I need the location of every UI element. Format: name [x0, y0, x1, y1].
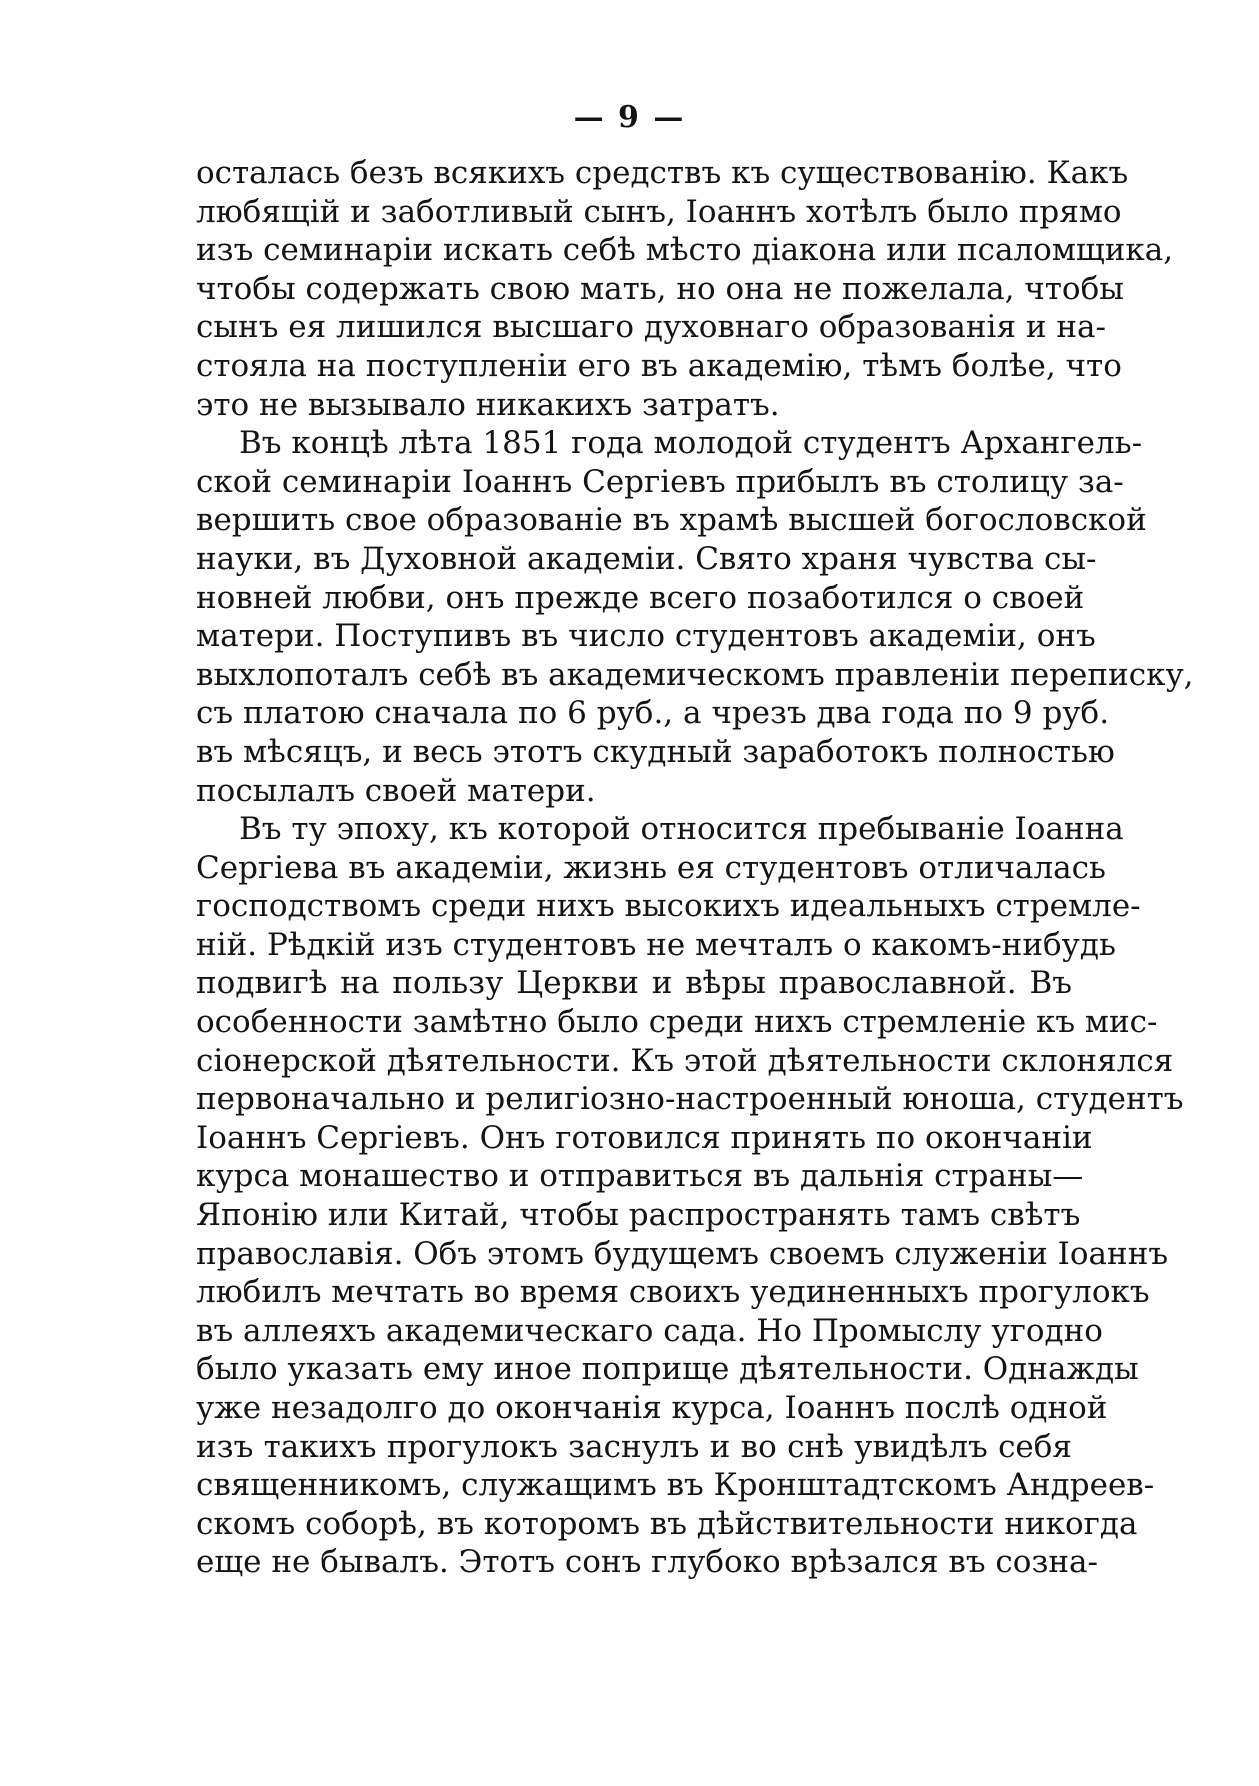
- text-line: Іоаннъ Сергіевъ. Онъ готовился принять по окончаніи: [196, 1119, 1093, 1156]
- text-line: въ аллеяхъ академическаго сада. Но Промыслу угодно: [196, 1312, 1103, 1349]
- text-line: господствомъ среди нихъ высокихъ идеальныхъ стремле-: [196, 888, 1141, 925]
- text-line: православія. Объ этомъ будущемъ своемъ служеніи Іоаннъ: [196, 1235, 1169, 1272]
- paragraph-3: [196, 810, 1184, 1582]
- text-line: Въ ту эпоху, къ которой относится пребываніе Іоанна: [239, 811, 1124, 848]
- text-line: стояла на поступленіи его въ академію, тѣмъ болѣе, что: [196, 347, 1122, 384]
- text-line: Въ концѣ лѣта 1851 года молодой студентъ Архангель-: [239, 425, 1143, 462]
- text-line: священникомъ, служащимъ въ Кронштадтскомъ Андреев-: [196, 1467, 1155, 1504]
- body-text: [196, 154, 1194, 1582]
- text-line: выхлопоталъ себѣ въ академическомъ правленіи переписку,: [196, 656, 1194, 693]
- text-line: чтобы содержать свою мать, но она не пожелала, чтобы: [196, 270, 1124, 307]
- text-line: особенности замѣтно было среди нихъ стремленіе къ мис-: [196, 1004, 1158, 1041]
- text-line: ской семинаріи Іоаннъ Сергіевъ прибылъ въ столицу за-: [196, 463, 1124, 500]
- text-line: еще не бывалъ. Этотъ сонъ глубоко врѣзался въ созна-: [196, 1544, 1098, 1581]
- text-line: Японію или Китай, чтобы распространять тамъ свѣтъ: [196, 1197, 1081, 1234]
- text-line: изъ такихъ прогулокъ заснулъ и во снѣ увидѣлъ себя: [196, 1428, 1072, 1465]
- text-line: любилъ мечтать во время своихъ уединенныхъ прогулокъ: [196, 1274, 1150, 1311]
- text-line: ній. Рѣдкій изъ студентовъ не мечталъ о какомъ-нибудь: [196, 926, 1116, 963]
- text-line: матери. Поступивъ въ число студентовъ академіи, онъ: [196, 618, 1096, 655]
- text-line: осталась безъ всякихъ средствъ къ существованію. Какъ: [196, 155, 1129, 191]
- text-line: первоначально и религіозно-настроенный юноша, студентъ: [196, 1081, 1184, 1118]
- text-line: сынъ ея лишился высшаго духовнаго образованія и на-: [196, 309, 1106, 346]
- paragraph-2: [196, 424, 1194, 810]
- text-line: любящій и заботливый сынъ, Іоаннъ хотѣлъ было прямо: [196, 193, 1122, 230]
- text-line: Сергіева въ академіи, жизнь ея студентовъ отличалась: [196, 849, 1106, 886]
- text-line: науки, въ Духовной академіи. Свято храня чувства сы-: [196, 540, 1097, 577]
- text-line: въ мѣсяцъ, и весь этотъ скудный заработокъ полностью: [196, 733, 1115, 770]
- text-line: изъ семинаріи искать себѣ мѣсто діакона или псаломщика,: [196, 232, 1174, 269]
- text-line: съ платою сначала по 6 руб., а чрезъ два года по 9 руб.: [196, 695, 1110, 732]
- text-line: сіонерской дѣятельности. Къ этой дѣятельности склонялся: [196, 1042, 1174, 1079]
- text-line: было указать ему иное поприще дѣятельности. Однажды: [196, 1351, 1139, 1388]
- text-line: посылалъ своей матери.: [196, 772, 596, 809]
- text-line: уже незадолго до окончанія курса, Іоаннъ послѣ одной: [196, 1390, 1108, 1426]
- text-line: курса монашество и отправиться въ дальнія страны—: [196, 1158, 1084, 1195]
- text-line: скомъ соборѣ, въ которомъ въ дѣйствительности никогда: [196, 1505, 1138, 1542]
- text-line: подвигѣ на пользу Церкви и вѣры православной. Въ: [196, 965, 1072, 1002]
- paragraph-1: [196, 154, 1174, 424]
- text-line: это не вызывало никакихъ затратъ.: [196, 386, 780, 423]
- text-line: новней любви, онъ прежде всего позаботился о своей: [196, 579, 1085, 616]
- page-number: — 9 —: [573, 100, 686, 135]
- text-line: вершить свое образованіе въ храмѣ высшей богословской: [196, 502, 1147, 539]
